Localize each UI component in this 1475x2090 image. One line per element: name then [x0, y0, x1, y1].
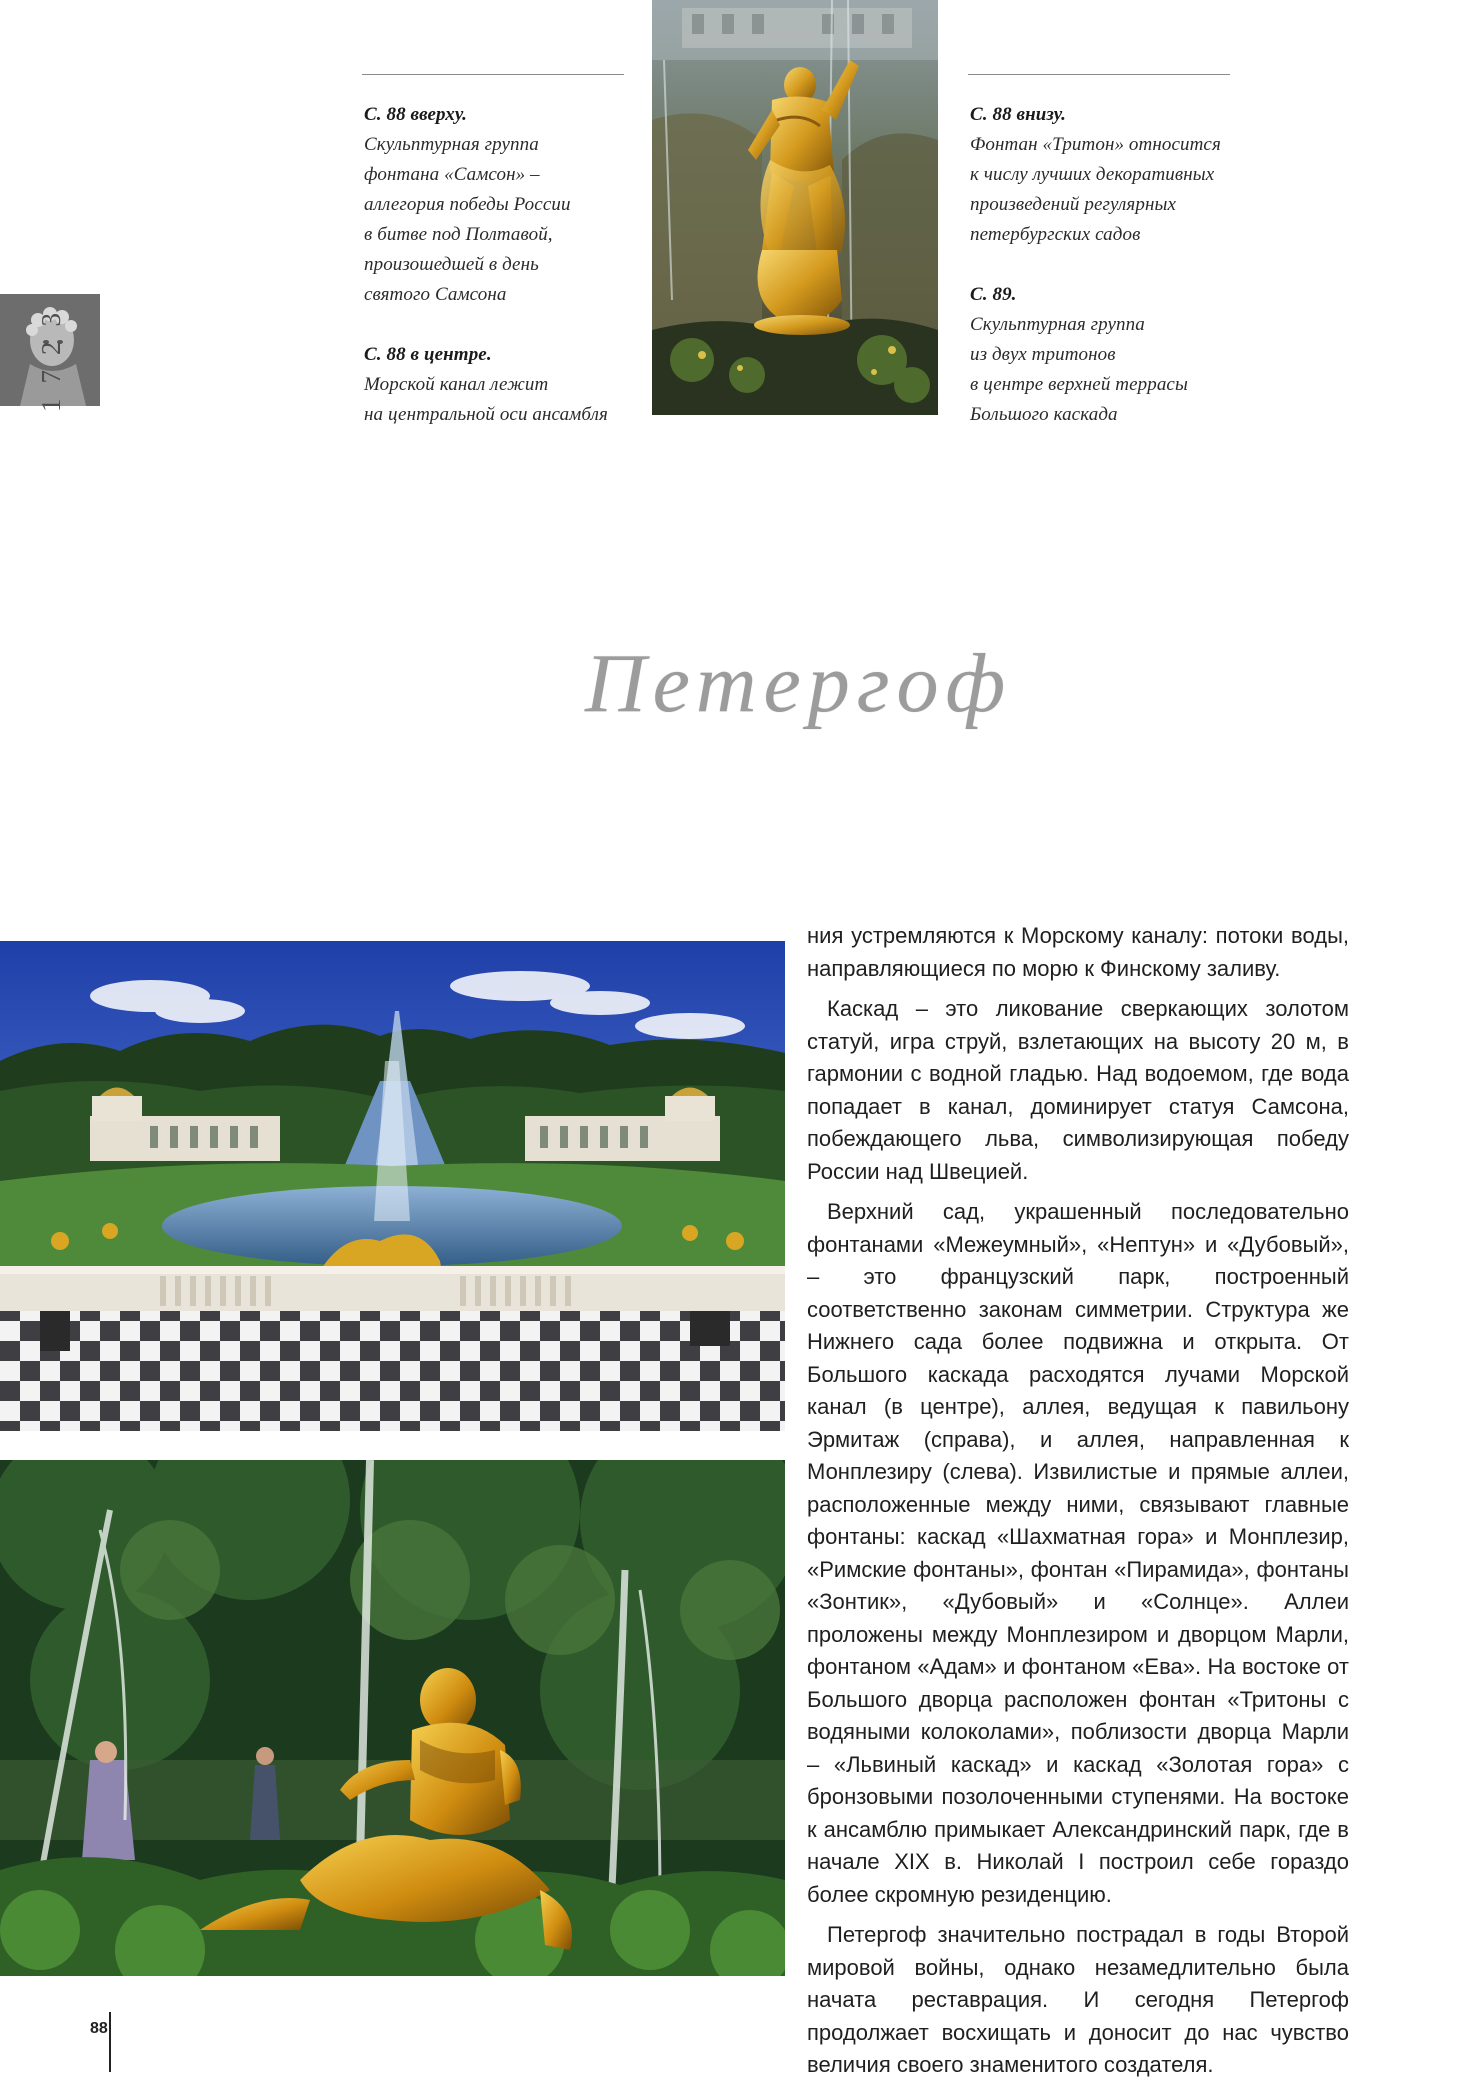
caption-line: из двух тритонов	[970, 344, 1116, 365]
article-body	[807, 920, 1349, 2090]
caption-line: святого Самсона	[364, 284, 507, 305]
grand-cascade-image	[0, 941, 785, 1431]
year-vertical	[36, 382, 67, 412]
caption-center-heading: С. 88 в центре.	[364, 344, 492, 365]
caption-p89-heading: С. 89.	[970, 284, 1017, 305]
page-number-rule	[109, 2012, 111, 2072]
samson-statue-image	[652, 0, 938, 415]
caption-line: Скульптурная группа	[970, 314, 1145, 335]
caption-line: Большого каскада	[970, 404, 1118, 425]
page-number: 88	[90, 2020, 108, 2037]
caption-line: фонтана «Самсон» –	[364, 164, 540, 185]
grand-cascade-photo	[0, 941, 785, 1431]
caption-line: Скульптурная группа	[364, 134, 539, 155]
caption-line: аллегория победы России	[364, 194, 571, 215]
caption-top-heading: С. 88 вверху.	[364, 104, 468, 125]
caption-line: Фонтан «Тритон» относится	[970, 134, 1221, 155]
caption-line: петербургских садов	[970, 224, 1141, 245]
caption-line: Морской канал лежит	[364, 374, 549, 395]
caption-bottom-heading: С. 88 внизу.	[970, 104, 1066, 125]
caption-right	[970, 100, 1221, 430]
caption-line: произошедшей в день	[364, 254, 539, 275]
body-paragraph: Каскад – это ликование сверкающих золотом статуй, игра струй, взлетающих на высоту 20 м, в гармонии с водной гладью. Над водоемом, где вода попадает в канал, доминирует статуя Самсона, побеждающего льва, символизирующая победу России над Швецией.	[807, 996, 1349, 1184]
caption-line: в центре верхней террасы	[970, 374, 1188, 395]
triton-fountain-photo	[0, 1460, 785, 1976]
caption-line: на центральной оси ансамбля	[364, 404, 608, 425]
caption-line: в битве под Полтавой,	[364, 224, 553, 245]
page-title: Петергоф	[585, 637, 1013, 730]
caption-left	[364, 100, 608, 430]
triton-fountain-image	[0, 1460, 785, 1976]
caption-line: к числу лучших декоративных	[970, 164, 1215, 185]
caption-rule-right	[968, 74, 1230, 75]
body-paragraph: Верхний сад, украшенный последовательно фонтанами «Межеумный», «Нептун» и «Дубовый», – это французский парк, построенный соответственно законам симметрии. Структура же Нижнего сада более подвижна и открыта. От Большого каскада расходятся лучами Морской канал (в центре), аллея, ведущая к павильону Эрмитаж (справа), и аллея, направленная к Монплезиру (слева). Извилистые и прямые аллеи, расположенные между ними, связывают главные фонтаны: каскад «Шахматная гора» и Монплезир, «Римские фонтаны», фонтан «Пирамида», фонтаны «Зонтик», «Дубовый» и «Солнце». Аллеи проложены между Монплезиром и дворцом Марли, фонтаном «Адам» и фонтаном «Ева». На востоке от Большого дворца расположен фонтан «Тритоны с водяными колоколами», поблизости дворца Марли – «Львиный каскад» и каскад «Золотая гора» с бронзовыми позолоченными ступенями. На востоке к ансамблю примыкает Александринский парк, где в начале XIX в. Николай I построил себе гораздо более скромную резиденцию.	[807, 1199, 1349, 1907]
body-paragraph: ния устремляются к Морскому каналу: потоки воды, направляющиеся по морю к Финскому заливу.	[807, 923, 1349, 981]
caption-rule-left	[362, 74, 624, 75]
samson-statue-photo	[652, 0, 938, 415]
caption-line: произведений регулярных	[970, 194, 1176, 215]
body-paragraph: Петергоф значительно пострадал в годы Второй мировой войны, однако незамедлительно была начата реставрация. И сегодня Петергоф продолжает восхищать и доносит до нас чувство величия своего знаменитого создателя.	[807, 1922, 1349, 2077]
